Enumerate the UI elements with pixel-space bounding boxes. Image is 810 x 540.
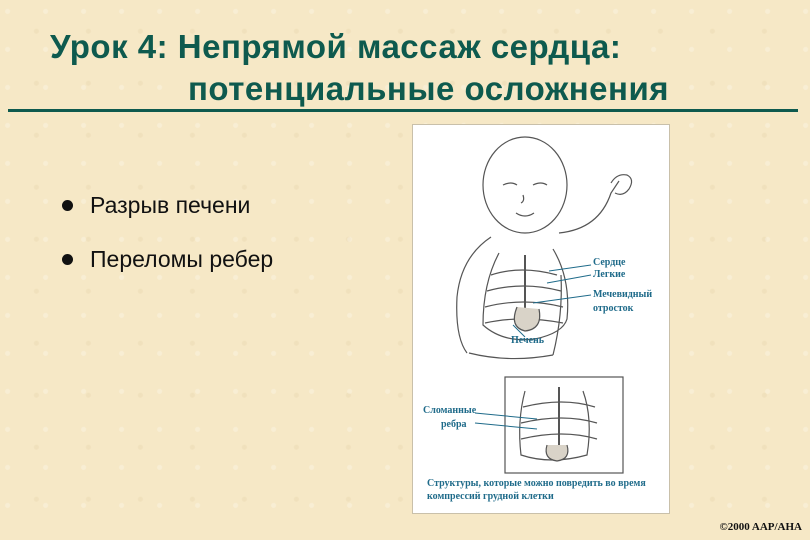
label-xiphoid-1: Мечевидный xyxy=(593,289,653,300)
label-liver: Печень xyxy=(511,335,545,346)
title-underline xyxy=(8,109,798,112)
bullet-text: Переломы ребер xyxy=(90,246,274,272)
label-xiphoid-2: отросток xyxy=(593,303,634,314)
infant-head-shape xyxy=(483,137,567,233)
label-lungs: Легкие xyxy=(593,269,626,280)
illustration-panel xyxy=(412,124,670,514)
figure-caption: Структуры, которые можно повредить во время компрессий грудной клетки xyxy=(427,478,646,502)
infant-chest-illustration xyxy=(413,125,669,513)
bullet-item xyxy=(58,244,273,274)
label-heart: Сердце xyxy=(593,257,626,268)
liver-shape xyxy=(514,307,539,331)
label-broken-ribs-2: ребра xyxy=(441,419,467,430)
bullet-dot-icon xyxy=(62,200,73,211)
title-line-2: потенциальные осложнения xyxy=(188,70,670,107)
bullet-dot-icon xyxy=(62,254,73,265)
bullet-item xyxy=(58,190,273,220)
copyright-notice: ©2000 AAP/AHA xyxy=(719,521,802,533)
label-broken-ribs-1: Сломанные xyxy=(423,405,477,416)
title-line-1: Урок 4: Непрямой массаж сердца: xyxy=(50,28,622,65)
slide-title xyxy=(0,0,810,112)
bullet-text: Разрыв печени xyxy=(90,192,251,218)
bullet-list xyxy=(58,190,273,298)
